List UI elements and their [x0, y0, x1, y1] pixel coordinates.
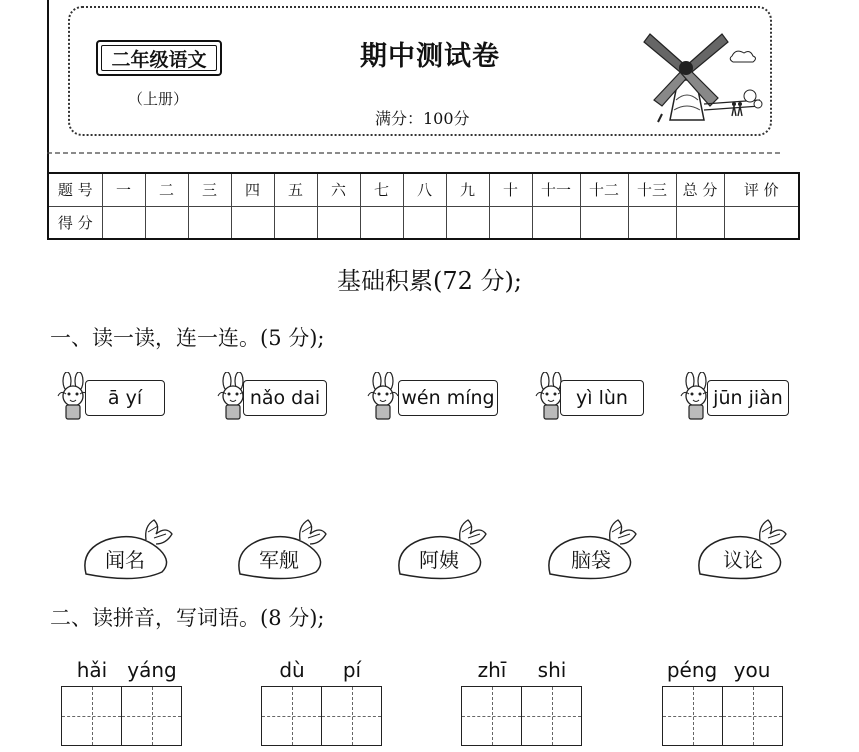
score-cell[interactable] — [317, 206, 360, 239]
pinyin-syllable: dù — [279, 658, 305, 682]
question-1-title: 一、读一读，连一连。(5 分); — [50, 326, 325, 350]
table-col: 十 — [489, 173, 532, 206]
pinyin-text: jūn jiàn — [713, 387, 783, 409]
table-col: 评 价 — [724, 173, 799, 206]
table-col: 九 — [446, 173, 489, 206]
pinyin-card[interactable] — [707, 380, 789, 416]
score-cell[interactable] — [580, 206, 628, 239]
score-table — [47, 172, 800, 240]
table-col: 七 — [360, 173, 403, 206]
table-row-header — [48, 173, 799, 206]
word-card[interactable]: 闻名 — [105, 548, 145, 572]
table-col: 三 — [188, 173, 231, 206]
pinyin-text: nǎo dai — [249, 387, 321, 409]
pinyin-syllable: péng — [666, 658, 718, 682]
pinyin-syllable: hǎi — [76, 658, 108, 682]
pinyin-card[interactable] — [243, 380, 327, 416]
grade-label: 二年级语文 — [111, 48, 207, 71]
windmill-illustration-icon — [640, 20, 770, 130]
table-col: 十一 — [532, 173, 580, 206]
volume-label: （上册） — [128, 90, 189, 108]
dashed-divider — [47, 150, 781, 156]
table-col: 十二 — [580, 173, 628, 206]
word-card[interactable]: 军舰 — [259, 548, 299, 572]
pinyin-syllable: pí — [342, 658, 362, 682]
score-cell[interactable] — [403, 206, 446, 239]
table-col: 十三 — [628, 173, 676, 206]
pinyin-syllable: you — [733, 658, 771, 682]
table-col: 六 — [317, 173, 360, 206]
word-card[interactable]: 脑袋 — [571, 548, 611, 572]
section-title: 基础积累(72 分); — [337, 267, 522, 295]
score-cell[interactable] — [188, 206, 231, 239]
table-row-label: 题 号 — [48, 173, 102, 206]
table-row-scores — [48, 206, 799, 239]
table-col: 四 — [231, 173, 274, 206]
pinyin-syllable: shi — [537, 658, 567, 682]
table-col: 一 — [102, 173, 145, 206]
word-card[interactable]: 议论 — [723, 548, 763, 572]
score-cell[interactable] — [231, 206, 274, 239]
table-row-label: 得 分 — [48, 206, 102, 239]
writing-grid[interactable] — [61, 686, 182, 746]
table-col: 八 — [403, 173, 446, 206]
grade-label-box — [96, 40, 222, 76]
pinyin-text: wén míng — [401, 387, 495, 409]
pinyin-syllable: zhī — [477, 658, 507, 682]
score-cell[interactable] — [446, 206, 489, 239]
score-cell[interactable] — [628, 206, 676, 239]
table-col: 总 分 — [676, 173, 724, 206]
score-cell[interactable] — [145, 206, 188, 239]
score-cell[interactable] — [532, 206, 580, 239]
writing-grid[interactable] — [662, 686, 783, 746]
score-cell[interactable] — [360, 206, 403, 239]
pinyin-text: yì lùn — [576, 387, 628, 409]
question-2-title: 二、读拼音，写词语。(8 分); — [50, 606, 325, 630]
pinyin-card[interactable] — [85, 380, 165, 416]
score-cell[interactable] — [676, 206, 724, 239]
page-title: 期中测试卷 — [360, 41, 500, 72]
score-cell[interactable] — [489, 206, 532, 239]
pinyin-card[interactable] — [398, 380, 498, 416]
table-col: 五 — [274, 173, 317, 206]
score-cell[interactable] — [102, 206, 145, 239]
writing-grid[interactable] — [461, 686, 582, 746]
left-margin-rule — [47, 0, 49, 172]
full-score: 满分：100分 — [375, 109, 470, 128]
score-cell[interactable] — [724, 206, 799, 239]
word-card[interactable]: 阿姨 — [419, 548, 459, 572]
writing-grid[interactable] — [261, 686, 382, 746]
pinyin-text: ā yí — [107, 387, 143, 409]
score-cell[interactable] — [274, 206, 317, 239]
pinyin-syllable: yáng — [127, 658, 177, 682]
table-col: 二 — [145, 173, 188, 206]
pinyin-card[interactable] — [560, 380, 644, 416]
